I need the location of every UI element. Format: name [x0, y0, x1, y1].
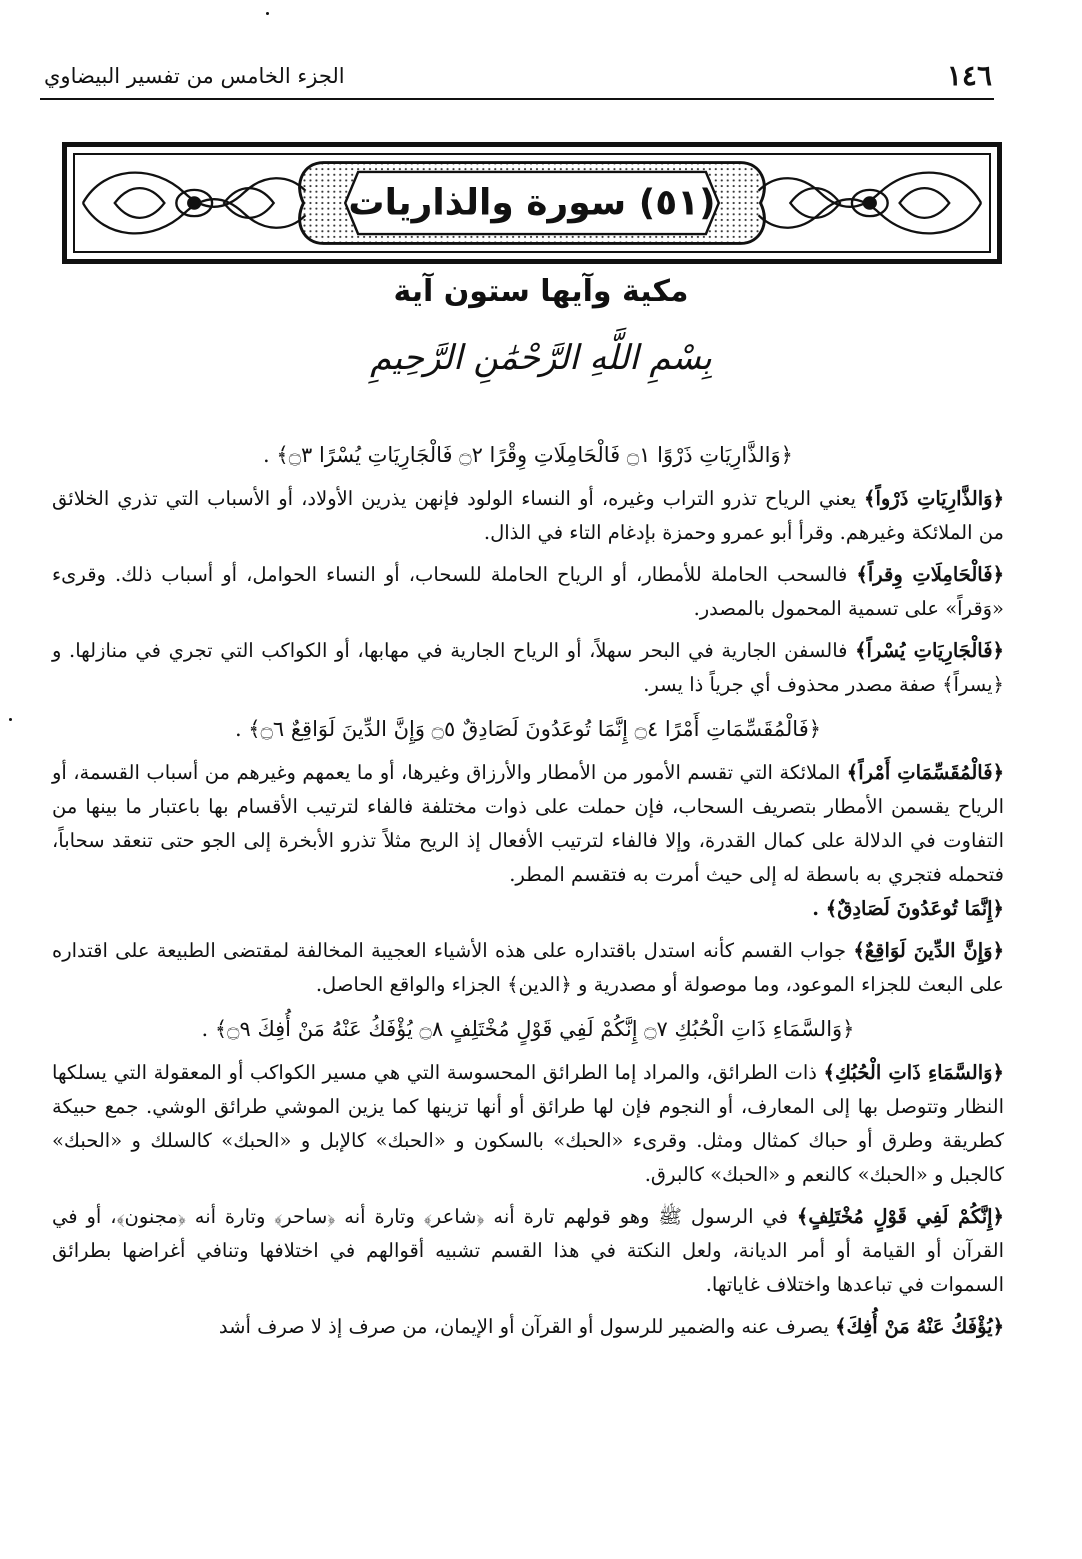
quoted-term: ﴿فَالْجَارِيَاتِ يُسْراً﴾ [855, 639, 1004, 662]
commentary-body [52, 432, 1004, 1352]
scan-speck [9, 718, 12, 721]
basmala: بِسْمِ اللَّهِ الرَّحْمَٰنِ الرَّحِيمِ [370, 338, 712, 378]
quoted-term: ﴿فَالْمُقَسِّمَاتِ أَمْراً﴾ [846, 761, 1004, 784]
commentary-paragraph [52, 634, 1004, 702]
paragraph-text: فالسفن الجارية في البحر سهلاً، أو الرياح الجارية في مهابها، أو الكواكب التي تجري في منازلها. و ﴿يسراً﴾ صفة مصدر محذوف أي جرياً ذا يسر. [52, 639, 1004, 696]
surah-title: (٥١) سورة والذاريات [348, 182, 716, 224]
running-title: الجزء الخامس من تفسير البيضاوي [44, 64, 345, 88]
paragraph-text: في الرسول ﷺ وهو قولهم تارة أنه ﴿شاعر﴾ وتارة أنه ﴿ساحر﴾ وتارة أنه ﴿مجنون﴾، أو في القرآن أو القيامة أو أمر الديانة، ولعل النكتة في هذا القسم تشبيه أقوالهم في اختلافها وتنافي أغراضها بطرائق السموات في تباعدها واختلاف غاياتها. [52, 1205, 1004, 1296]
commentary-paragraph [52, 482, 1004, 550]
commentary-paragraph [52, 1200, 1004, 1302]
quoted-term: ﴿فَالْحَامِلَاتِ وِقراً﴾ [856, 563, 1004, 586]
page-number: ١٤٦ [946, 59, 992, 92]
quoted-term: ﴿وَالسَّمَاءِ ذَاتِ الْحُبُكِ﴾ [823, 1061, 1004, 1084]
quoted-term: ﴿وَإِنَّ الدِّينَ لَوَاقِعٌ﴾ [853, 939, 1004, 962]
surah-title-banner [62, 142, 1002, 264]
verse-block: ﴿وَالسَّمَاءِ ذَاتِ الْحُبُكِ ۝٧ إِنَّكُمْ لَفِي قَوْلٍ مُخْتَلِفٍ ۝٨ يُؤْفَكُ عَنْهُ مَنْ أُفِكَ ۝٩﴾ . [201, 1017, 855, 1041]
commentary-paragraph [52, 756, 1004, 926]
scan-speck [266, 12, 269, 15]
paragraph-text: يعني الرياح تذرو التراب وغيره، أو النساء الولود فإنهن يذرين الأولاد، أو الأسباب التي تذري الخلائق من الملائكة وغيرهم. وقرأ أبو عمرو وحمزة بإدغام التاء في الذال. [52, 487, 1004, 544]
verse-block: ﴿فَالْمُقَسِّمَاتِ أَمْرًا ۝٤ إِنَّمَا تُوعَدُونَ لَصَادِقٌ ۝٥ وَإِنَّ الدِّينَ لَوَاقِعٌ ۝٦﴾ . [234, 717, 822, 741]
quoted-term: ﴿إِنَّمَا تُوعَدُونَ لَصَادِقٌ﴾ . [812, 897, 1004, 920]
paragraph-text: جواب القسم كأنه استدل باقتداره على هذه الأشياء العجيبة المخالفة لمقتضى الطبيعة على اقتداره على البعث للجزاء الموعود، وما موصولة أو مصدرية و ﴿الدين﴾ الجزاء والواقع الحاصل. [52, 939, 1004, 996]
commentary-paragraph [52, 558, 1004, 626]
banner-inner-frame [73, 153, 991, 253]
paragraph-text: يصرف عنه والضمير للرسول أو القرآن أو الإيمان، من صرف إذ لا صرف أشد [218, 1315, 836, 1338]
paragraph-text: ذات الطرائق، والمراد إما الطرائق المحسوسة التي هي مسير الكواكب أو المعقولة التي يسلكها النظار وتتوصل بها إلى المعارف، أو النجوم فإن لها طرائق أو أنها تزينها كما يزين الموشي طرائق الوشي. جمع حبيكة كطريقة وطرق أو حباك كمثال ومثل. وقرىء «الحبك» بالسكون و «الحبك» كالإبل و «الحبك» كالسلك و «الحبك» كالجبل و «الحبك» كالنعم و «الحبك» كالبرق. [52, 1061, 1004, 1186]
commentary-paragraph [52, 1310, 1004, 1344]
paragraph-text: فالسحب الحاملة للأمطار، أو الرياح الحاملة للسحاب، أو النساء الحوامل، أو أسباب ذلك. وقرىء «وَقراً» على تسمية المحمول بالمصدر. [52, 563, 1004, 620]
page-header [40, 58, 994, 100]
verse-block: ﴿وَالذَّارِيَاتِ ذَرْوًا ۝١ فَالْحَامِلَاتِ وِقْرًا ۝٢ فَالْجَارِيَاتِ يُسْرًا ۝٣﴾ . [263, 443, 793, 467]
quoted-term: ﴿يُؤْفَكُ عَنْهُ مَنْ أُفِكَ﴾ [835, 1315, 1004, 1338]
quoted-term: ﴿وَالذَّارِيَاتِ ذَرْواً﴾ [864, 487, 1004, 510]
paragraph-text: الملائكة التي تقسم الأمور من الأمطار والأرزاق وغيرها، أو ما يعمهم وغيرهم من أسباب القسمة، أو الرياح يقسمن الأمطار بتصريف السحاب، فإن حملت على ذوات مختلفة فالفاء لترتيب الأقسام بها باعتبار ما بينها من التفاوت في الدلالة على كمال القدرة، وإلا فالفاء لترتيب الأفعال إذ الريح مثلاً تذرو الأبخرة إلى الجو حتى تنعقد سحاباً، فتحمله فتجري به باسطة له إلى حيث أمرت به فتقسم المطر. [52, 761, 1004, 886]
commentary-paragraph [52, 1056, 1004, 1192]
surah-subtitle: مكية وآيها ستون آية [393, 274, 689, 309]
quoted-term: ﴿إِنَّكُمْ لَفِي قَوْلٍ مُخْتَلِفٍ﴾ [796, 1205, 1004, 1228]
commentary-paragraph [52, 934, 1004, 1002]
